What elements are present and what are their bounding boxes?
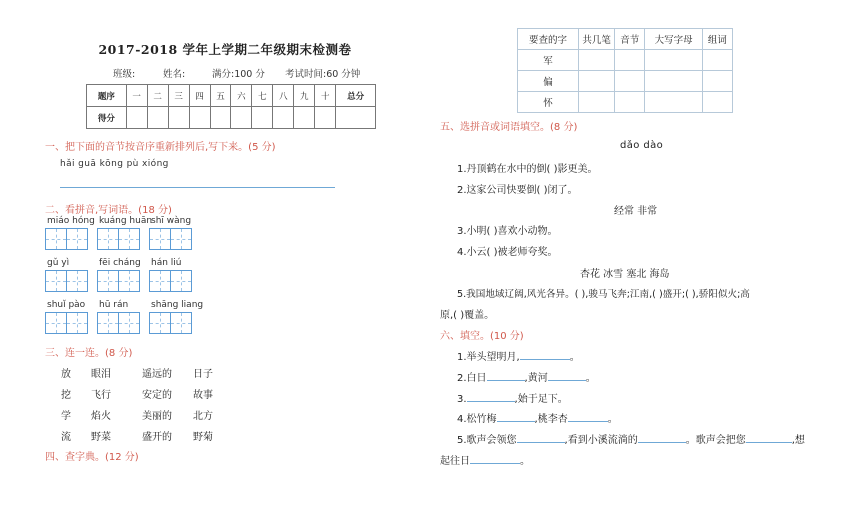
score-header-cell: 二 — [147, 85, 168, 107]
match-word[interactable]: 放 — [61, 369, 71, 380]
dict-answer-cell[interactable] — [702, 92, 732, 113]
dict-char: 偏 — [518, 71, 579, 92]
writing-box[interactable] — [170, 312, 192, 334]
q6-4-end: 。 — [607, 414, 618, 425]
question-5-5[interactable]: 5.我国地域辽阔,风光各异。( ),骏马飞奔;江南,( )盛开;( ),骄阳似火;高 — [457, 289, 750, 300]
pinyin-label: shī wàng — [151, 216, 192, 226]
score-header-cell: 四 — [189, 85, 210, 107]
section-1-answer-line[interactable] — [60, 187, 335, 188]
match-word[interactable]: 北方 — [193, 411, 213, 422]
score-row-label: 得分 — [87, 107, 127, 129]
section-4-title: 四、查字典。(12 分) — [45, 452, 139, 463]
writing-box[interactable] — [118, 312, 140, 334]
dict-answer-cell[interactable] — [615, 71, 645, 92]
score-table — [86, 84, 376, 129]
match-word[interactable]: 日子 — [193, 369, 213, 380]
pinyin-label: miáo hóng — [47, 216, 95, 226]
writing-box[interactable] — [149, 228, 171, 250]
score-header-cell: 十 — [315, 85, 336, 107]
dict-header-cell: 组词 — [702, 29, 732, 50]
match-word[interactable]: 安定的 — [142, 390, 172, 401]
match-word[interactable]: 美丽的 — [142, 411, 172, 422]
writing-grid — [149, 312, 191, 334]
writing-grid — [45, 270, 87, 292]
q6-3-text: 3. — [457, 394, 467, 405]
question-5-3[interactable]: 3.小明( )喜欢小动物。 — [457, 226, 558, 237]
dict-header-cell: 共几笔 — [579, 29, 615, 50]
question-5-1[interactable]: 1.丹顶鹤在水中的倒( )影更美。 — [457, 164, 598, 175]
score-input-cell[interactable] — [147, 107, 168, 129]
writing-box[interactable] — [66, 312, 88, 334]
score-input-cell[interactable] — [273, 107, 294, 129]
match-word[interactable]: 遥远的 — [142, 369, 172, 380]
writing-box[interactable] — [97, 228, 119, 250]
question-6-2 — [457, 369, 596, 384]
writing-box[interactable] — [45, 312, 67, 334]
question-6-4 — [457, 410, 618, 425]
exam-time: 考试时间:60 分钟 — [285, 69, 361, 80]
score-input-cell[interactable] — [294, 107, 315, 129]
q6-5-end: 。 — [520, 456, 530, 467]
blank[interactable] — [746, 432, 792, 443]
question-6-5-cont — [440, 452, 530, 467]
blank[interactable] — [487, 370, 525, 381]
score-header-cell: 五 — [210, 85, 231, 107]
writing-box[interactable] — [66, 270, 88, 292]
blank[interactable] — [548, 370, 586, 381]
writing-box[interactable] — [149, 270, 171, 292]
class-label: 班级: — [113, 69, 136, 80]
writing-box[interactable] — [170, 270, 192, 292]
blank[interactable] — [470, 453, 520, 464]
blank[interactable] — [497, 411, 535, 422]
writing-box[interactable] — [170, 228, 192, 250]
dict-answer-cell[interactable] — [702, 71, 732, 92]
q6-4-text: 4.松竹梅 — [457, 414, 497, 425]
q6-2-end: 。 — [585, 373, 596, 384]
full-score: 满分:100 分 — [212, 69, 265, 80]
dict-answer-cell[interactable] — [702, 50, 732, 71]
q6-3-text-b: ,始于足下。 — [514, 394, 568, 405]
writing-box[interactable] — [149, 312, 171, 334]
match-word[interactable]: 故事 — [193, 390, 213, 401]
table-row — [518, 50, 733, 71]
score-header-cell: 一 — [126, 85, 147, 107]
q6-5-text: 5.歌声会领您 — [457, 435, 517, 446]
pinyin-options: dǎo dào — [620, 140, 664, 151]
q6-2-text-b: ,黄河 — [524, 373, 548, 384]
q6-5-text-c: 。歌声会把您 — [685, 435, 746, 446]
q6-4-text-b: ,桃李杏 — [534, 414, 568, 425]
pinyin-label: gǔ yì — [47, 258, 70, 268]
score-input-cell[interactable] — [168, 107, 189, 129]
score-input-cell[interactable] — [231, 107, 252, 129]
writing-grid — [97, 312, 139, 334]
q6-2-text: 2.白日 — [457, 373, 487, 384]
pinyin-label: shāng liang — [151, 300, 204, 310]
section-1-pinyin: hǎi guā kōng pù xióng — [60, 159, 169, 169]
dict-answer-cell[interactable] — [615, 92, 645, 113]
blank[interactable] — [568, 411, 608, 422]
dict-answer-cell[interactable] — [579, 71, 615, 92]
score-header-cell: 九 — [294, 85, 315, 107]
dict-answer-cell[interactable] — [645, 71, 702, 92]
q6-1-end: 。 — [569, 352, 580, 363]
writing-box[interactable] — [97, 270, 119, 292]
writing-box[interactable] — [45, 270, 67, 292]
blank[interactable] — [467, 391, 515, 402]
writing-grid — [97, 228, 139, 250]
dict-answer-cell[interactable] — [615, 50, 645, 71]
dict-answer-cell[interactable] — [579, 50, 615, 71]
score-input-cell[interactable] — [189, 107, 210, 129]
blank[interactable] — [517, 432, 565, 443]
section-5-title: 五、选拼音或词语填空。(8 分) — [440, 122, 578, 133]
score-input-cell[interactable] — [315, 107, 336, 129]
writing-box[interactable] — [97, 312, 119, 334]
writing-box[interactable] — [45, 228, 67, 250]
match-word[interactable]: 飞行 — [91, 390, 111, 401]
match-word[interactable]: 眼泪 — [91, 369, 111, 380]
question-6-1 — [457, 348, 580, 363]
q6-5-text-e: 起往日 — [440, 456, 470, 467]
score-header-cell: 总分 — [336, 85, 376, 107]
dict-answer-cell[interactable] — [645, 50, 702, 71]
writing-grid — [45, 228, 87, 250]
match-word[interactable]: 学 — [61, 411, 71, 422]
table-row — [518, 71, 733, 92]
score-input-cell[interactable] — [126, 107, 147, 129]
writing-grid — [149, 270, 191, 292]
pinyin-label: kuáng huān — [99, 216, 153, 226]
writing-box[interactable] — [118, 228, 140, 250]
blank[interactable] — [638, 432, 686, 443]
dict-answer-cell[interactable] — [645, 92, 702, 113]
section-6-title: 六、填空。(10 分) — [440, 331, 524, 342]
question-6-3 — [457, 390, 568, 405]
dict-char: 军 — [518, 50, 579, 71]
pinyin-label: hán liú — [151, 258, 182, 268]
table-row — [518, 92, 733, 113]
score-header-cell: 三 — [168, 85, 189, 107]
section-3-title: 三、连一连。(8 分) — [45, 348, 133, 359]
score-input-cell[interactable] — [252, 107, 273, 129]
word-options-1: 经常 非常 — [614, 206, 658, 217]
question-5-4[interactable]: 4.小云( )被老师夸奖。 — [457, 247, 558, 258]
match-word[interactable]: 盛开的 — [142, 432, 172, 443]
section-1-title: 一、把下面的音节按音序重新排列后,写下来。(5 分) — [45, 142, 276, 153]
score-header-cell: 六 — [231, 85, 252, 107]
score-input-cell[interactable] — [210, 107, 231, 129]
pinyin-label: hū rán — [99, 300, 129, 310]
q6-5-text-b: ,看到小溪流淌的 — [564, 435, 638, 446]
dict-header-cell: 音节 — [615, 29, 645, 50]
dict-answer-cell[interactable] — [579, 92, 615, 113]
score-header-label: 题序 — [87, 85, 127, 107]
dictionary-table — [517, 28, 733, 113]
score-header-cell: 八 — [273, 85, 294, 107]
score-input-cell[interactable] — [336, 107, 376, 129]
dict-header-cell: 大写字母 — [645, 29, 702, 50]
writing-box[interactable] — [118, 270, 140, 292]
dict-header-cell: 要查的字 — [518, 29, 579, 50]
pinyin-label: fēi cháng — [99, 258, 141, 268]
writing-grid — [45, 312, 87, 334]
question-5-2[interactable]: 2.这家公司快要倒( )闭了。 — [457, 185, 578, 196]
section-2-title: 二、看拼音,写词语。(18 分) — [45, 205, 172, 216]
word-options-2: 杏花 冰雪 塞北 海岛 — [580, 269, 670, 280]
writing-grid — [149, 228, 191, 250]
question-5-5-cont[interactable]: 原,( )覆盖。 — [440, 310, 495, 321]
q6-5-text-d: ,想 — [791, 435, 805, 446]
writing-box[interactable] — [66, 228, 88, 250]
match-word[interactable]: 流 — [61, 432, 71, 443]
name-label: 姓名: — [163, 69, 186, 80]
dict-char: 怀 — [518, 92, 579, 113]
match-word[interactable]: 焰火 — [91, 411, 111, 422]
blank[interactable] — [520, 349, 570, 360]
question-6-5 — [457, 431, 805, 446]
score-header-cell: 七 — [252, 85, 273, 107]
match-word[interactable]: 野菜 — [91, 432, 111, 443]
page-title: 2017-2018 学年上学期二年级期末检测卷 — [98, 42, 352, 57]
writing-grid — [97, 270, 139, 292]
match-word[interactable]: 野菊 — [193, 432, 213, 443]
match-word[interactable]: 挖 — [61, 390, 71, 401]
pinyin-label: shuǐ pào — [47, 300, 86, 310]
q6-1-text: 1.举头望明月, — [457, 352, 520, 363]
